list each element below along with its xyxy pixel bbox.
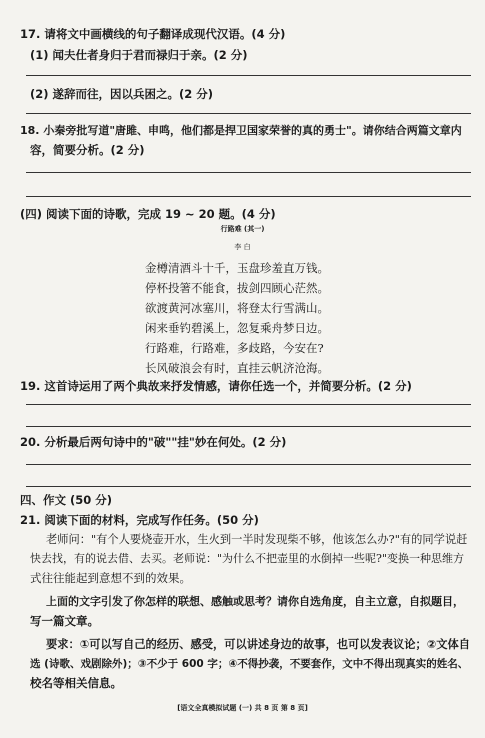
essay-header: 四、作文 (50 分) (20, 493, 113, 507)
poem-line: 金樽清酒斗十千，玉盘珍羞直万钱。 (145, 261, 329, 275)
q19-title: 19. 这首诗运用了两个典故来抒发情感，请你任选一个，并简要分析。(2 分) (20, 379, 412, 393)
material-line: 式往往能起到意想不到的效果。 (30, 571, 191, 585)
q20-title: 20. 分析最后两句诗中的"破""挂"妙在何处。(2 分) (20, 435, 287, 449)
requirement-line: 校名等相关信息。 (30, 676, 122, 690)
poem-line: 闲来垂钓碧溪上，忽复乘舟梦日边。 (145, 321, 329, 335)
answer-line (26, 404, 471, 405)
answer-line (26, 426, 471, 427)
poem-title: 行路难 (其一) (220, 225, 265, 233)
q21-title: 21. 阅读下面的材料，完成写作任务。(50 分) (20, 513, 259, 527)
answer-line (26, 113, 471, 114)
material-line: 快去找，有的说去借、去买。老师说："为什么不把壶里的水倒掉一些呢?"变换一种思维方 (30, 552, 465, 565)
section4-header: (四) 阅读下面的诗歌，完成 19 ~ 20 题。(4 分) (20, 207, 276, 221)
poem-line: 停杯投箸不能食，拔剑四顾心茫然。 (145, 281, 329, 295)
q17-part2: (2) 遂辞而往，因以兵困之。(2 分) (30, 87, 214, 101)
q18-line2: 容，简要分析。(2 分) (30, 143, 145, 157)
prompt-line: 写一篇文章。 (30, 614, 99, 628)
q18-line1: 18. 小秦旁批写道"唐雎、申鸣，他们都是捍卫国家荣誉的真的勇士"。请你结合两篇文章内 (20, 124, 462, 137)
q17-part1: (1) 闻夫仕者身归于君而禄归于亲。(2 分) (30, 48, 248, 62)
poem-author: 李 白 (234, 243, 251, 251)
answer-line (26, 75, 471, 76)
poem-line: 行路难，行路难，多歧路，今安在? (145, 341, 324, 355)
requirement-line: 要求：①可以写自己的经历、感受，可以讲述身边的故事，也可以发表议论；②文体自 (46, 638, 471, 651)
answer-line (26, 464, 471, 465)
answer-line (26, 172, 471, 173)
poem-line: 长风破浪会有时，直挂云帆济沧海。 (145, 361, 329, 375)
prompt-line: 上面的文字引发了你怎样的联想、感触或思考？请你自选角度，自主立意，自拟题目， (46, 595, 464, 608)
q17-title: 17. 请将文中画横线的句子翻译成现代汉语。(4 分) (20, 27, 286, 41)
requirement-line: 选 (诗歌、戏剧除外)；③不少于 600 字；④不得抄袭，不要套作，文中不得出现真实的姓名、 (30, 658, 469, 670)
page-footer: [语文全真模拟试题 (一) 共 8 页 第 8 页] (177, 704, 308, 712)
poem-line: 欲渡黄河冰塞川，将登太行雪满山。 (145, 301, 329, 315)
answer-line (26, 486, 471, 487)
answer-line (26, 196, 471, 197)
material-line: 老师问："有个人要烧壶开水，生火到一半时发现柴不够，他该怎么办?"有的同学说赶 (46, 533, 468, 546)
